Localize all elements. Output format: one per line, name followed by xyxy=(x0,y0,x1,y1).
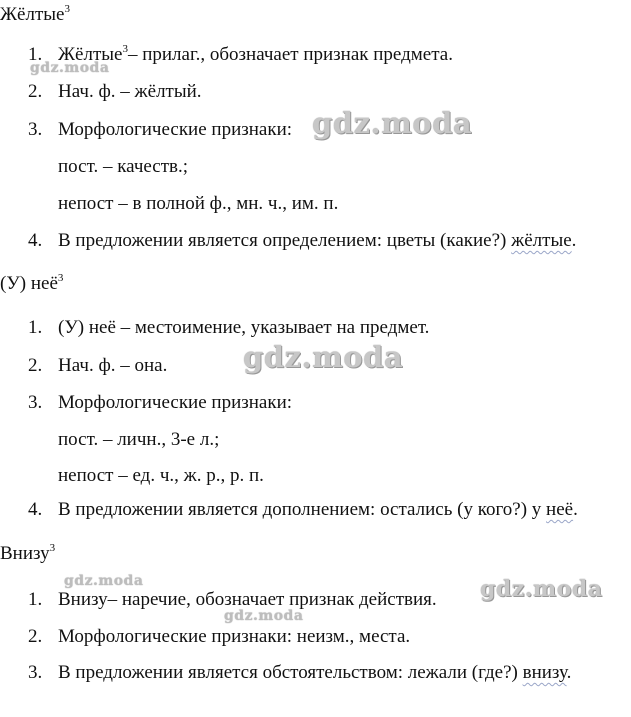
list-subitem: пост. – качеств.; xyxy=(58,156,189,177)
watermark: gdz.moda xyxy=(312,106,473,140)
list-item: 4. В предложении является дополнением: остались (у кого?) у неё. xyxy=(28,499,578,520)
list-item: 2. Морфологические признаки: неизм., места. xyxy=(28,626,411,647)
watermark: gdz.moda xyxy=(480,576,603,602)
watermark: gdz.moda xyxy=(64,573,144,589)
list-subitem: непост – в полной ф., мн. ч., им. п. xyxy=(58,193,339,214)
list-item: 2. Нач. ф. – жёлтый. xyxy=(28,81,202,102)
watermark: gdz.moda xyxy=(243,340,404,374)
list-subitem: непост – ед. ч., ж. р., р. п. xyxy=(58,465,264,486)
list-item: 1. (У) неё – местоимение, указывает на предмет. xyxy=(28,317,430,338)
list-item: 1. Жёлтые$^3$– прилаг., обозначает признак предмета. xyxy=(28,43,453,65)
section-heading: (У) неё$^3$ xyxy=(0,272,64,294)
list-item: 2. Нач. ф. – она. xyxy=(28,355,168,376)
list-item: 4. В предложении является определением: цветы (какие?) жёлтые. xyxy=(28,230,577,251)
section-heading: Жёлтые$^3$ xyxy=(0,3,70,25)
watermark: gdz.moda xyxy=(30,60,110,76)
list-subitem: пост. – личн., 3-е л.; xyxy=(58,429,220,450)
watermark: gdz.moda xyxy=(224,608,304,624)
list-item: 3. В предложении является обстоятельством: лежали (где?) внизу. xyxy=(28,662,572,683)
section-heading: Внизу$^3$ xyxy=(0,542,56,564)
list-item: 1. Внизу– наречие, обозначает признак действия. xyxy=(28,589,437,610)
list-item: 3. Морфологические признаки: xyxy=(28,119,293,140)
list-item: 3. Морфологические признаки: xyxy=(28,392,293,413)
